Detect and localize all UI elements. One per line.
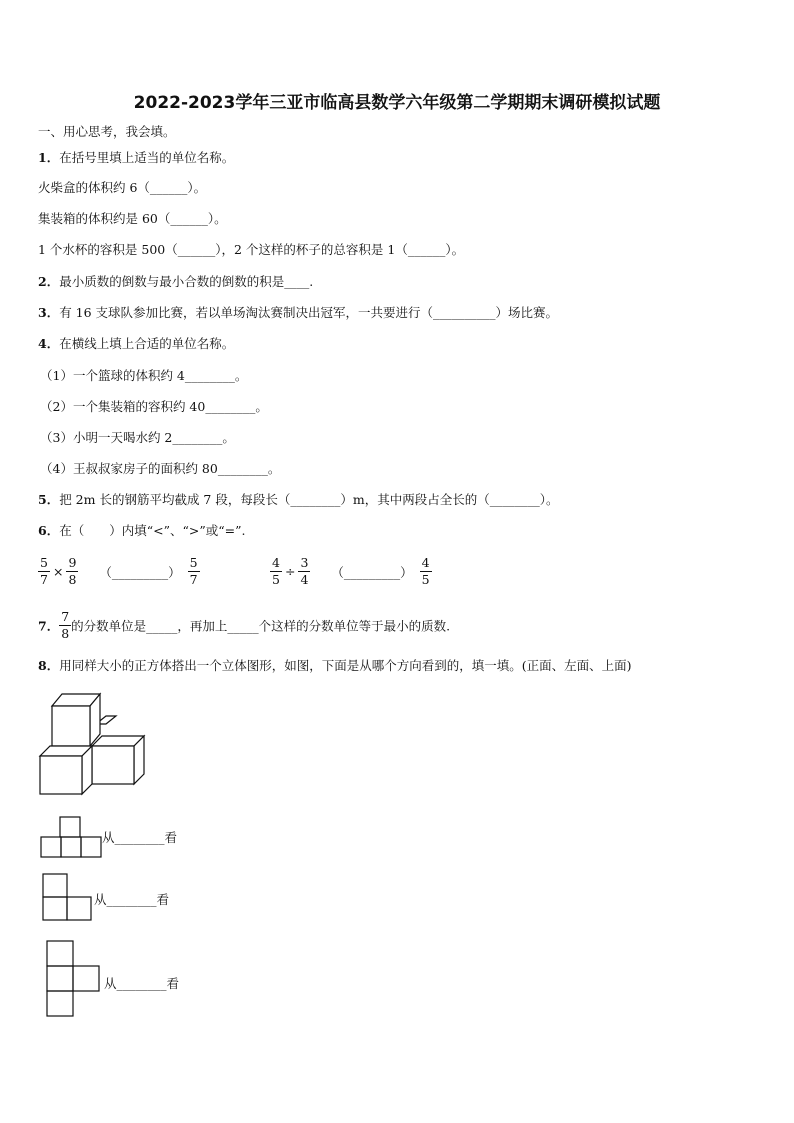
question-text: 最小质数的倒数与最小合数的倒数的积是____.: [59, 274, 314, 289]
question-1-a: 火柴盒的体积约 6（______）。: [38, 180, 207, 195]
fraction: $\frac{5}{7}$: [40, 555, 48, 587]
question-1: [38, 148, 234, 166]
question-4-item: （3）小明一天喝水约 2________。: [40, 430, 235, 445]
view-grid-1: [40, 816, 102, 858]
question-number: 4．: [38, 336, 60, 351]
page-title: 2022-2023学年三亚市临高县数学六年级第二学期期末调研模拟试题: [133, 93, 661, 113]
comparison-expression-1: [38, 556, 200, 587]
fraction: $\frac{3}{4}$: [300, 555, 309, 587]
question-number: 1．: [38, 150, 60, 165]
fraction: $\frac{5}{7}$: [189, 555, 198, 587]
question-text: 在（ ）内填“<”、“>”或“=”.: [59, 523, 246, 538]
question-number: 2．: [38, 274, 60, 289]
comparison-expression-2: [270, 556, 432, 587]
question-number: 8．: [38, 658, 60, 673]
question-5: [38, 490, 558, 508]
fraction: $\frac{7}{8}$: [61, 609, 70, 641]
operator: ×: [52, 564, 64, 579]
question-2: [38, 272, 313, 290]
answer-blank[interactable]: （_________）: [331, 564, 413, 580]
question-text: 有 16 支球队参加比赛，若以单场淘汰赛制决出冠军，一共要进行（__________）场比赛。: [59, 305, 559, 320]
question-number: 3．: [38, 305, 60, 320]
cube-stack-figure: [36, 688, 148, 796]
question-text: 在括号里填上适当的单位名称。: [59, 150, 235, 165]
question-text: 用同样大小的正方体搭出一个立体图形，如图，下面是从哪个方向看到的，填一填。(正面、左面、上面): [59, 658, 632, 673]
answer-blank[interactable]: （_________）: [99, 564, 181, 580]
section-heading: 一、用心思考，我会填。: [38, 124, 176, 139]
view-grid-2: [42, 873, 92, 921]
view-answer-2[interactable]: 从________看: [94, 892, 170, 907]
question-number: 6．: [38, 523, 60, 538]
question-text: 的分数单位是_____，再加上_____个这样的分数单位等于最小的质数.: [71, 618, 451, 634]
question-8: [38, 656, 631, 674]
question-3: [38, 303, 558, 321]
operator: ÷: [284, 564, 296, 579]
question-1-b: 集装箱的体积约是 60（______）。: [38, 211, 227, 226]
fraction: $\frac{9}{8}$: [68, 555, 77, 587]
view-answer-1[interactable]: 从________看: [102, 830, 178, 845]
question-number: 5．: [38, 492, 60, 507]
view-grid-3: [46, 940, 102, 1018]
view-answer-3[interactable]: 从________看: [104, 976, 180, 991]
fraction: $\frac{4}{5}$: [421, 555, 430, 587]
fraction: $\frac{4}{5}$: [272, 555, 280, 587]
question-6: [38, 521, 245, 539]
question-4-item: （2）一个集装箱的容积约 40________。: [40, 399, 268, 414]
question-number: 7．: [38, 618, 60, 634]
question-1-c: 1 个水杯的容积是 500（______），2 个这样的杯子的总容积是 1（______）。: [38, 242, 465, 257]
question-4: [38, 334, 234, 352]
question-text: 把 2m 长的钢筋平均截成 7 段，每段长（________）m，其中两段占全长的（________）。: [59, 492, 559, 507]
question-7: [38, 610, 450, 641]
question-4-item: （1）一个篮球的体积约 4________。: [40, 368, 248, 383]
question-text: 在横线上填上合适的单位名称。: [59, 336, 235, 351]
question-4-item: （4）王叔叔家房子的面积约 80________。: [40, 461, 281, 476]
